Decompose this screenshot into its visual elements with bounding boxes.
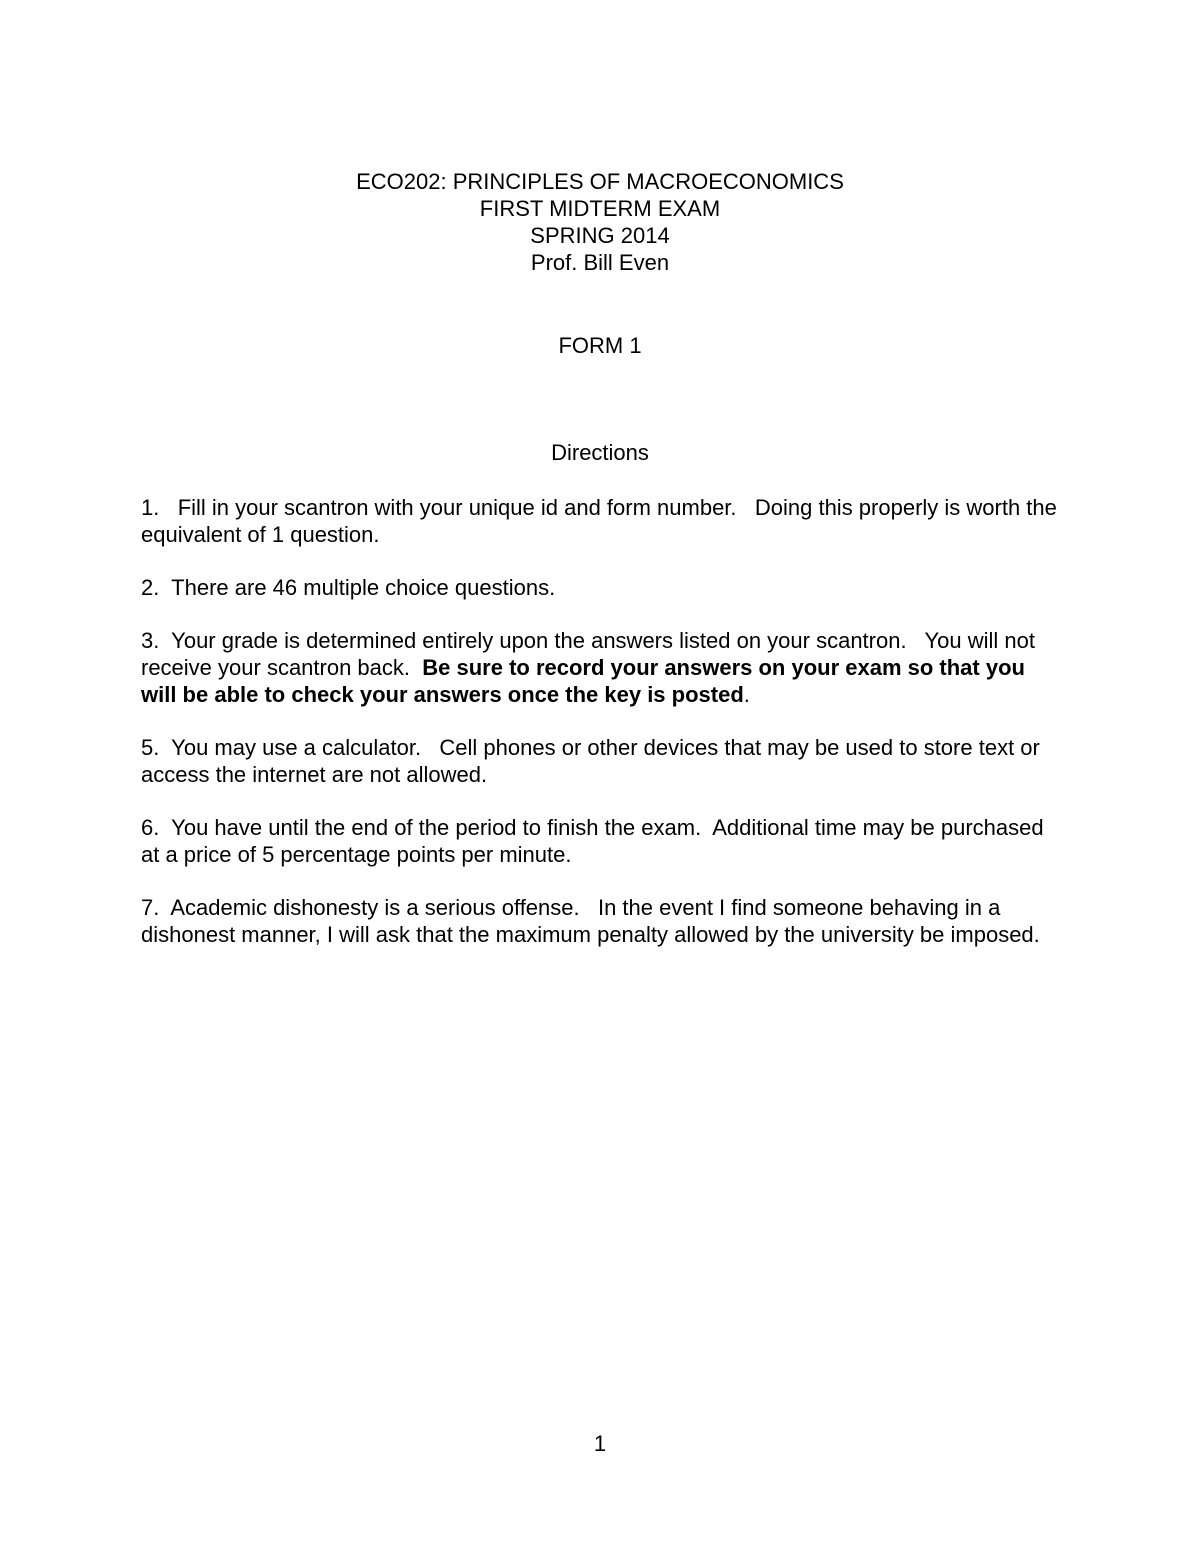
direction-item-1 xyxy=(141,494,1064,548)
direction-number: 5. xyxy=(141,735,160,760)
exam-header xyxy=(0,168,1200,276)
direction-text: You have until the end of the period to finish the exam. Additional time may be purchased at a price of 5 percentage points per minute. xyxy=(141,815,1050,867)
direction-number: 6. xyxy=(141,815,160,840)
direction-number: 7. xyxy=(141,895,160,920)
direction-number: 1. xyxy=(141,495,160,520)
page-number: 1 xyxy=(593,1431,607,1456)
direction-item-6 xyxy=(141,814,1061,868)
directions-list xyxy=(141,494,1064,974)
professor-name: Prof. Bill Even xyxy=(530,250,670,275)
direction-number: 3. xyxy=(141,628,160,653)
direction-text: Fill in your scantron with your unique id and form number. Doing this properly is worth the equivalent of 1 question. xyxy=(141,495,1064,547)
exam-term: SPRING 2014 xyxy=(530,223,670,248)
direction-text: Academic dishonesty is a serious offense. In the event I find someone behaving in a dishonest manner, I will ask that the maximum penalty allowed by the university be imposed. xyxy=(141,895,1040,947)
exam-title: FIRST MIDTERM EXAM xyxy=(479,196,721,221)
direction-item-7 xyxy=(141,894,1061,948)
direction-item-2 xyxy=(141,574,1061,601)
direction-number: 2. xyxy=(141,575,160,600)
direction-text: You may use a calculator. Cell phones or other devices that may be used to store text or access the internet are not allowed. xyxy=(141,735,1046,787)
directions-title: Directions xyxy=(551,440,649,465)
direction-bold-text: Be sure to record your answers on your exam so that you will be able to check your answers once the key is posted xyxy=(141,655,1032,707)
direction-after-bold: . xyxy=(743,682,750,707)
course-title: ECO202: PRINCIPLES OF MACROECONOMICS xyxy=(356,169,844,194)
direction-text: There are 46 multiple choice questions. xyxy=(159,575,556,600)
direction-item-3 xyxy=(141,627,1061,708)
direction-text: Your grade is determined entirely upon the answers listed on your scantron. You will not receive your scantron back. xyxy=(141,628,1042,680)
form-label: FORM 1 xyxy=(558,333,642,358)
direction-item-5 xyxy=(141,734,1061,788)
